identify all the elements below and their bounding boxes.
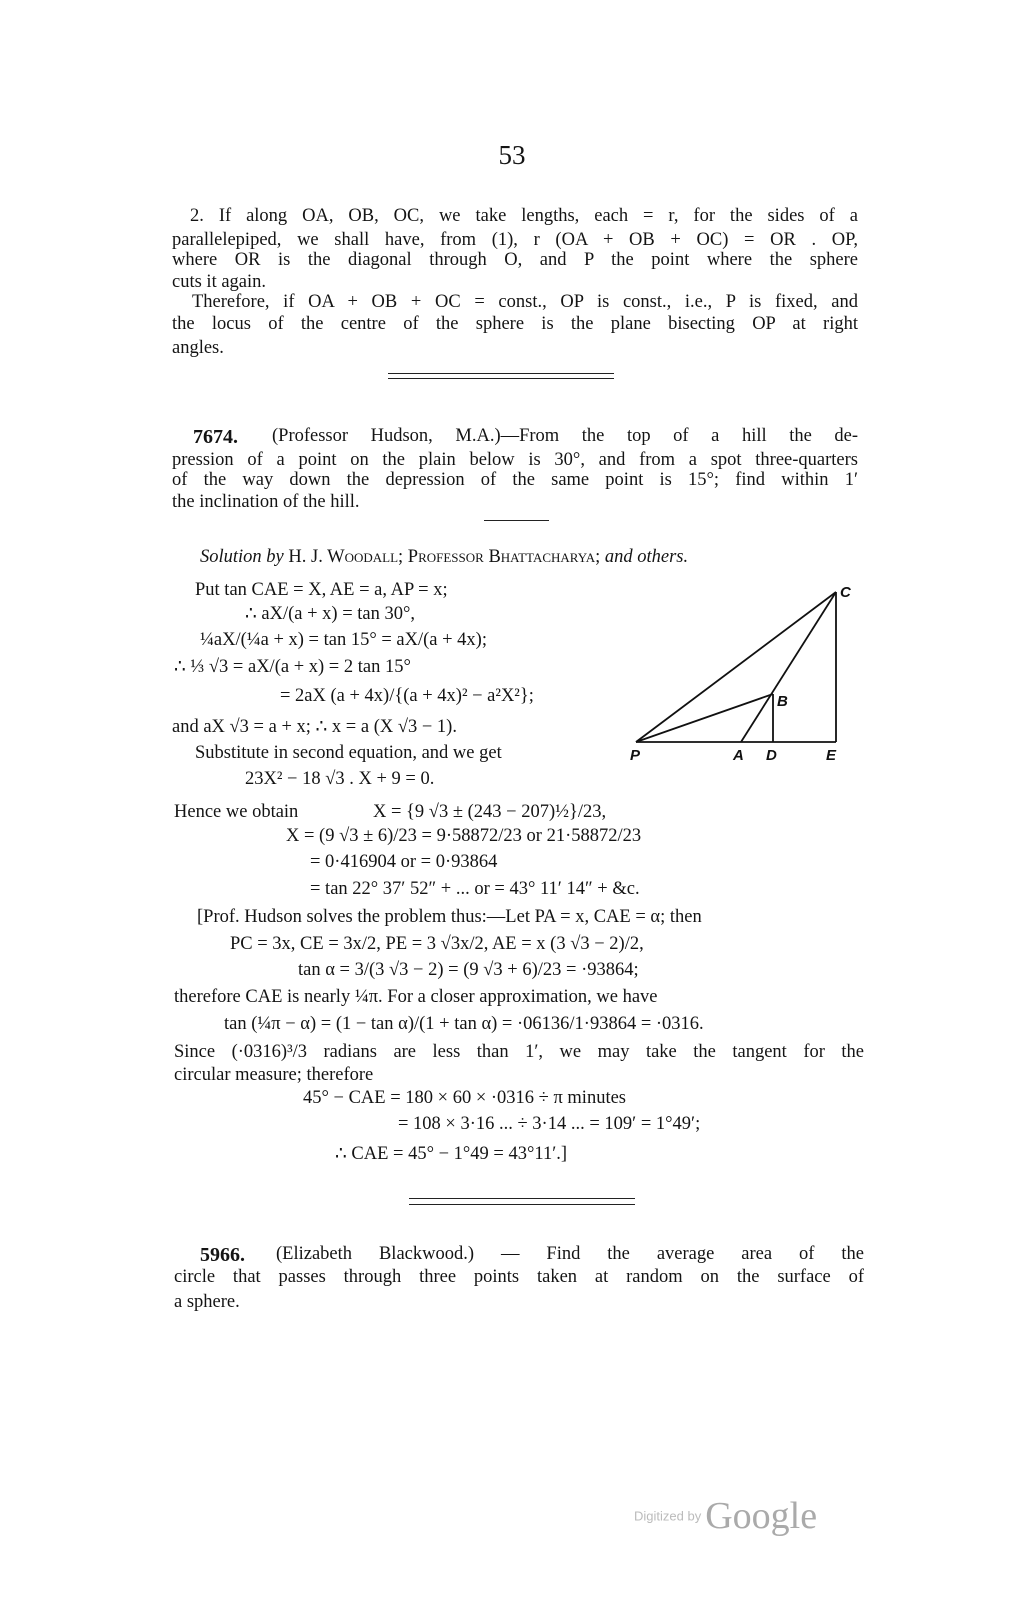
text-line: (Professor Hudson, M.A.)—From the top of a hill the de- [272, 426, 858, 446]
double-rule [388, 378, 614, 379]
equation-line: = 108 × 3·16 ... ÷ 3·14 ... = 109′ = 1°49′; [398, 1114, 701, 1134]
label-C: C [840, 584, 851, 601]
text-line: where OR is the diagonal through O, and P the point where the sphere [172, 250, 858, 270]
equation-line: tan (¼π − α) = (1 − tan α)/(1 + tan α) = ·06136/1·93864 = ·0316. [224, 1014, 704, 1034]
equation-line: and aX √3 = a + x; ∴ x = a (X √3 − 1). [172, 717, 457, 737]
text-line: Therefore, if OA + OB + OC = const., OP is const., i.e., P is fixed, and [192, 292, 858, 312]
equation-line: 23X² − 18 √3 . X + 9 = 0. [245, 769, 435, 789]
solution-tail: and others. [604, 547, 689, 567]
equation-line: tan α = 3/(3 √3 − 2) = (9 √3 + 6)/23 = ·93864; [298, 960, 639, 980]
line-PB [636, 694, 773, 742]
equation-line: Hence we obtain [174, 802, 299, 822]
line-AC [741, 592, 836, 742]
double-rule [388, 373, 614, 374]
text-line: the locus of the centre of the sphere is the plane bisecting OP at right [172, 314, 858, 334]
digitized-by-google-watermark [634, 1494, 817, 1538]
solution-authors: H. J. Woodall; Professor Bhattacharya; [288, 547, 601, 567]
double-rule [409, 1204, 635, 1205]
equation-line: circular measure; therefore [174, 1065, 374, 1085]
label-E: E [826, 747, 837, 764]
equation-line: 45° − CAE = 180 × 60 × ·0316 ÷ π minutes [303, 1088, 626, 1108]
equation-line: X = (9 √3 ± 6)/23 = 9·58872/23 or 21·58872/23 [286, 826, 642, 846]
equation-line: [Prof. Hudson solves the problem thus:—Let PA = x, CAE = α; then [197, 907, 702, 927]
text-line: the inclination of the hill. [172, 492, 360, 512]
label-P: P [630, 747, 641, 764]
equation-line: PC = 3x, CE = 3x/2, PE = 3 √3x/2, AE = x (3 √3 − 2)/2, [230, 934, 644, 954]
equation-line: Since (·0316)³/3 radians are less than 1′, we may take the tangent for the [174, 1042, 864, 1062]
solution-heading [200, 546, 688, 568]
solution-intro: Solution by [200, 547, 284, 567]
label-A: A [733, 747, 744, 764]
equation-line: = tan 22° 37′ 52″ + ... or = 43° 11′ 14″ + &c. [310, 879, 640, 899]
equation-line: X = {9 √3 ± (243 − 207)½}/23, [373, 802, 607, 822]
equation-line: ∴ aX/(a + x) = tan 30°, [245, 604, 416, 624]
text-line: (Elizabeth Blackwood.) — Find the average area of the [276, 1244, 864, 1264]
text-line: circle that passes through three points taken at random on the surface of [174, 1267, 864, 1287]
text-line: of the way down the depression of the same point is 15°; find within 1′ [172, 470, 858, 490]
question-number: 7674. [193, 426, 238, 448]
equation-line: = 2aX (a + 4x)/{(a + 4x)² − a²X²}; [280, 686, 534, 706]
line-PC [636, 592, 836, 742]
text-line: angles. [172, 338, 224, 358]
page-number: 53 [498, 140, 526, 170]
double-rule [409, 1198, 635, 1199]
label-D: D [766, 747, 777, 764]
text-line: parallelepiped, we shall have, from (1), r (OA + OB + OC) = OR . OP, [172, 230, 858, 250]
label-B: B [777, 693, 788, 710]
short-rule [484, 520, 549, 521]
text-line: a sphere. [174, 1292, 240, 1312]
equation-line: ∴ ⅓ √3 = aX/(a + x) = 2 tan 15° [174, 657, 411, 677]
text-line: 2. If along OA, OB, OC, we take lengths, each = r, for the sides of a [190, 206, 858, 226]
equation-line: ¼aX/(¼a + x) = tan 15° = aX/(a + 4x); [200, 630, 487, 650]
watermark-brand: Google [705, 1495, 818, 1537]
text-line: cuts it again. [172, 272, 267, 292]
equation-line: Put tan CAE = X, AE = a, AP = x; [195, 580, 448, 600]
text-line: pression of a point on the plain below is 30°, and from a spot three-quarters [172, 450, 858, 470]
equation-line: = 0·416904 or = 0·93864 [310, 852, 498, 872]
equation-line: Substitute in second equation, and we get [195, 743, 502, 763]
watermark-prefix: Digitized by [634, 1508, 702, 1524]
equation-line: ∴ CAE = 45° − 1°49 = 43°11′.] [335, 1144, 568, 1164]
question-number: 5966. [200, 1244, 245, 1266]
equation-line: therefore CAE is nearly ¼π. For a closer approximation, we have [174, 987, 658, 1007]
